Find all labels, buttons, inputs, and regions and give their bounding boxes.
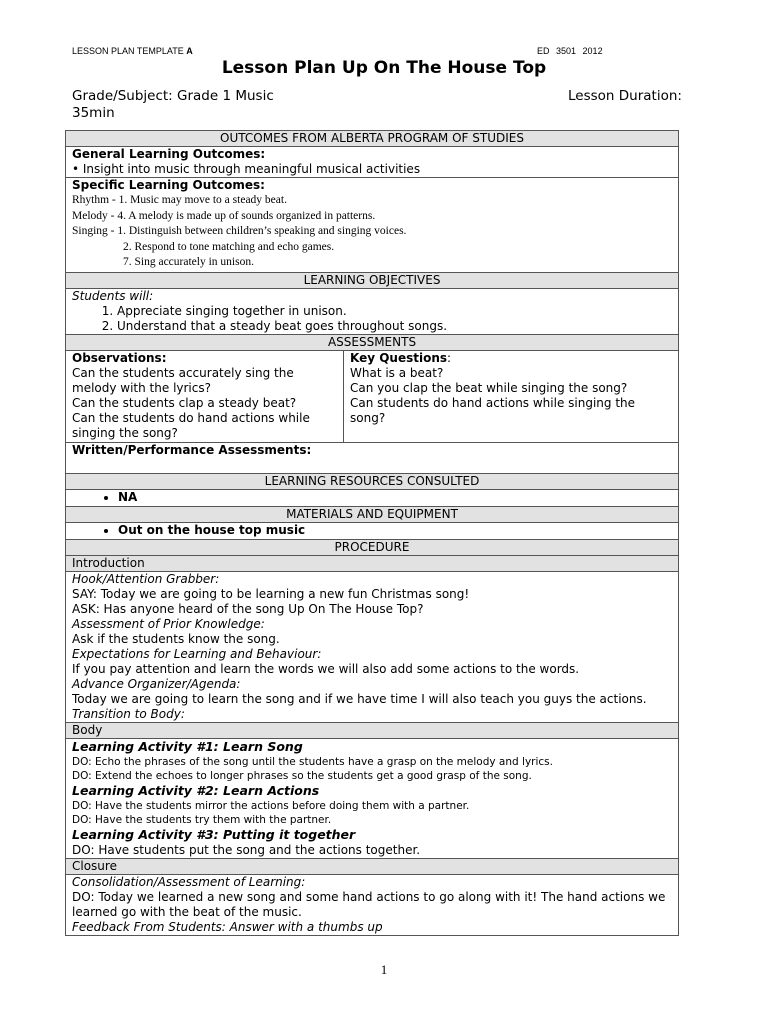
- specific-outcome-item: 2. Respond to tone matching and echo games.: [123, 240, 335, 253]
- introduction-line: Transition to Body:: [72, 706, 185, 721]
- grade-subject-text: Grade/Subject: Grade 1 Music: [72, 88, 274, 104]
- key-question-item: Can students do hand actions while singing the song?: [350, 395, 636, 425]
- introduction-line: Today we are going to learn the song and if we have time I will also teach you guys the actions.: [72, 691, 647, 706]
- duration-value: 35min: [72, 105, 115, 121]
- specific-outcome-item: Singing - 1. Distinguish between children’s speaking and singing voices.: [72, 225, 407, 237]
- course-year: 2012: [582, 46, 603, 56]
- materials-list: [72, 523, 672, 538]
- general-outcome-item: • Insight into music through meaningful musical activities: [72, 162, 421, 176]
- closure-line: Consolidation/Assessment of Learning:: [72, 874, 306, 889]
- grade-subject: [72, 88, 274, 122]
- key-question-item: What is a beat?: [350, 365, 444, 380]
- body-line: DO: Have the students mirror the actions before doing them with a partner.: [72, 799, 470, 812]
- body-line: Learning Activity #2: Learn Actions: [72, 782, 320, 798]
- key-questions-cell: [344, 350, 679, 442]
- body-heading: Body: [66, 722, 679, 738]
- observations-label: Observations:: [72, 350, 167, 365]
- closure-heading: Closure: [66, 858, 679, 874]
- introduction-line: Assessment of Prior Knowledge:: [72, 616, 265, 631]
- key-question-item: Can you clap the beat while singing the song?: [350, 380, 628, 395]
- general-outcomes-cell: [66, 147, 679, 178]
- duration-label: Lesson Duration:: [568, 88, 682, 104]
- introduction-line: Expectations for Learning and Behaviour:: [72, 646, 322, 661]
- body-line: DO: Have students put the song and the actions together.: [72, 842, 421, 857]
- body-line: DO: Echo the phrases of the song until the students have a grasp on the melody and lyrics.: [72, 755, 553, 768]
- introduction-line: Ask if the students know the song.: [72, 631, 280, 646]
- template-label-text: LESSON PLAN TEMPLATE: [72, 46, 184, 56]
- objectives-heading: LEARNING OBJECTIVES: [66, 272, 679, 288]
- outcomes-heading: OUTCOMES FROM ALBERTA PROGRAM OF STUDIES: [66, 131, 679, 147]
- body-line: DO: Have the students try them with the partner.: [72, 813, 332, 826]
- introduction-line: Advance Organizer/Agenda:: [72, 676, 241, 691]
- observation-item: Can the students clap a steady beat?: [72, 395, 297, 410]
- introduction-line: If you pay attention and learn the words we will also add some actions to the words.: [72, 661, 580, 676]
- resources-heading: LEARNING RESOURCES CONSULTED: [66, 473, 679, 489]
- key-questions-heading: [350, 351, 672, 366]
- specific-outcomes-cell: [66, 178, 679, 273]
- assessments-heading: ASSESSMENTS: [66, 334, 679, 350]
- page-title: Lesson Plan Up On The House Top: [221, 58, 547, 78]
- specific-outcome-item: Rhythm - 1. Music may move to a steady beat.: [72, 194, 287, 206]
- body-cell: [66, 738, 679, 858]
- written-assessment-cell: [66, 442, 679, 473]
- introduction-heading: Introduction: [66, 555, 679, 571]
- body-line: DO: Extend the echoes to longer phrases so the students get a good grasp of the song.: [72, 769, 532, 782]
- written-assessment-label: Written/Performance Assessments:: [72, 442, 312, 457]
- objective-item: 1. Appreciate singing together in unison.: [117, 304, 672, 319]
- closure-line: DO: Today we learned a new song and some hand actions to go along with it! The hand actions we learned go with the beat of the music.: [72, 889, 666, 919]
- introduction-line: ASK: Has anyone heard of the song Up On The House Top?: [72, 601, 424, 616]
- resources-cell: [66, 489, 679, 506]
- materials-heading: MATERIALS AND EQUIPMENT: [66, 506, 679, 522]
- page-number: 1: [380, 962, 388, 977]
- introduction-line: Hook/Attention Grabber:: [72, 571, 220, 586]
- observations-cell: [66, 350, 344, 442]
- lesson-plan-table: [65, 130, 679, 936]
- specific-outcome-item: Melody - 4. A melody is made up of sounds organized in patterns.: [72, 209, 376, 222]
- key-questions-colon: :: [447, 350, 452, 365]
- general-outcomes-label: General Learning Outcomes:: [72, 147, 266, 161]
- resources-list: [72, 490, 672, 505]
- course-number: ED 3501: [537, 46, 577, 56]
- body-line: Learning Activity #1: Learn Song: [72, 738, 303, 754]
- resource-item: • NA: [118, 490, 672, 505]
- material-item: • Out on the house top music: [118, 523, 672, 538]
- objectives-list: [72, 304, 672, 334]
- closure-cell: [66, 874, 679, 935]
- observation-item: Can the students do hand actions while singing the song?: [72, 410, 310, 440]
- course-code: [537, 46, 603, 56]
- objective-item: 2. Understand that a steady beat goes throughout songs.: [117, 319, 672, 334]
- template-label: [72, 46, 193, 56]
- procedure-heading: PROCEDURE: [66, 539, 679, 555]
- closure-line: Feedback From Students: Answer with a thumbs up: [72, 919, 383, 934]
- objectives-cell: [66, 288, 679, 334]
- specific-outcomes-label: Specific Learning Outcomes:: [72, 178, 265, 192]
- materials-cell: [66, 522, 679, 539]
- key-questions-label: Key Questions: [350, 350, 448, 365]
- observation-item: Can the students accurately sing the melody with the lyrics?: [72, 365, 294, 395]
- introduction-cell: [66, 571, 679, 722]
- introduction-line: SAY: Today we are going to be learning a new fun Christmas song!: [72, 586, 470, 601]
- body-line: Learning Activity #3: Putting it together: [72, 826, 356, 842]
- template-letter: A: [186, 46, 193, 56]
- objectives-intro: Students will:: [72, 288, 154, 303]
- specific-outcome-item: 7. Sing accurately in unison.: [123, 256, 254, 268]
